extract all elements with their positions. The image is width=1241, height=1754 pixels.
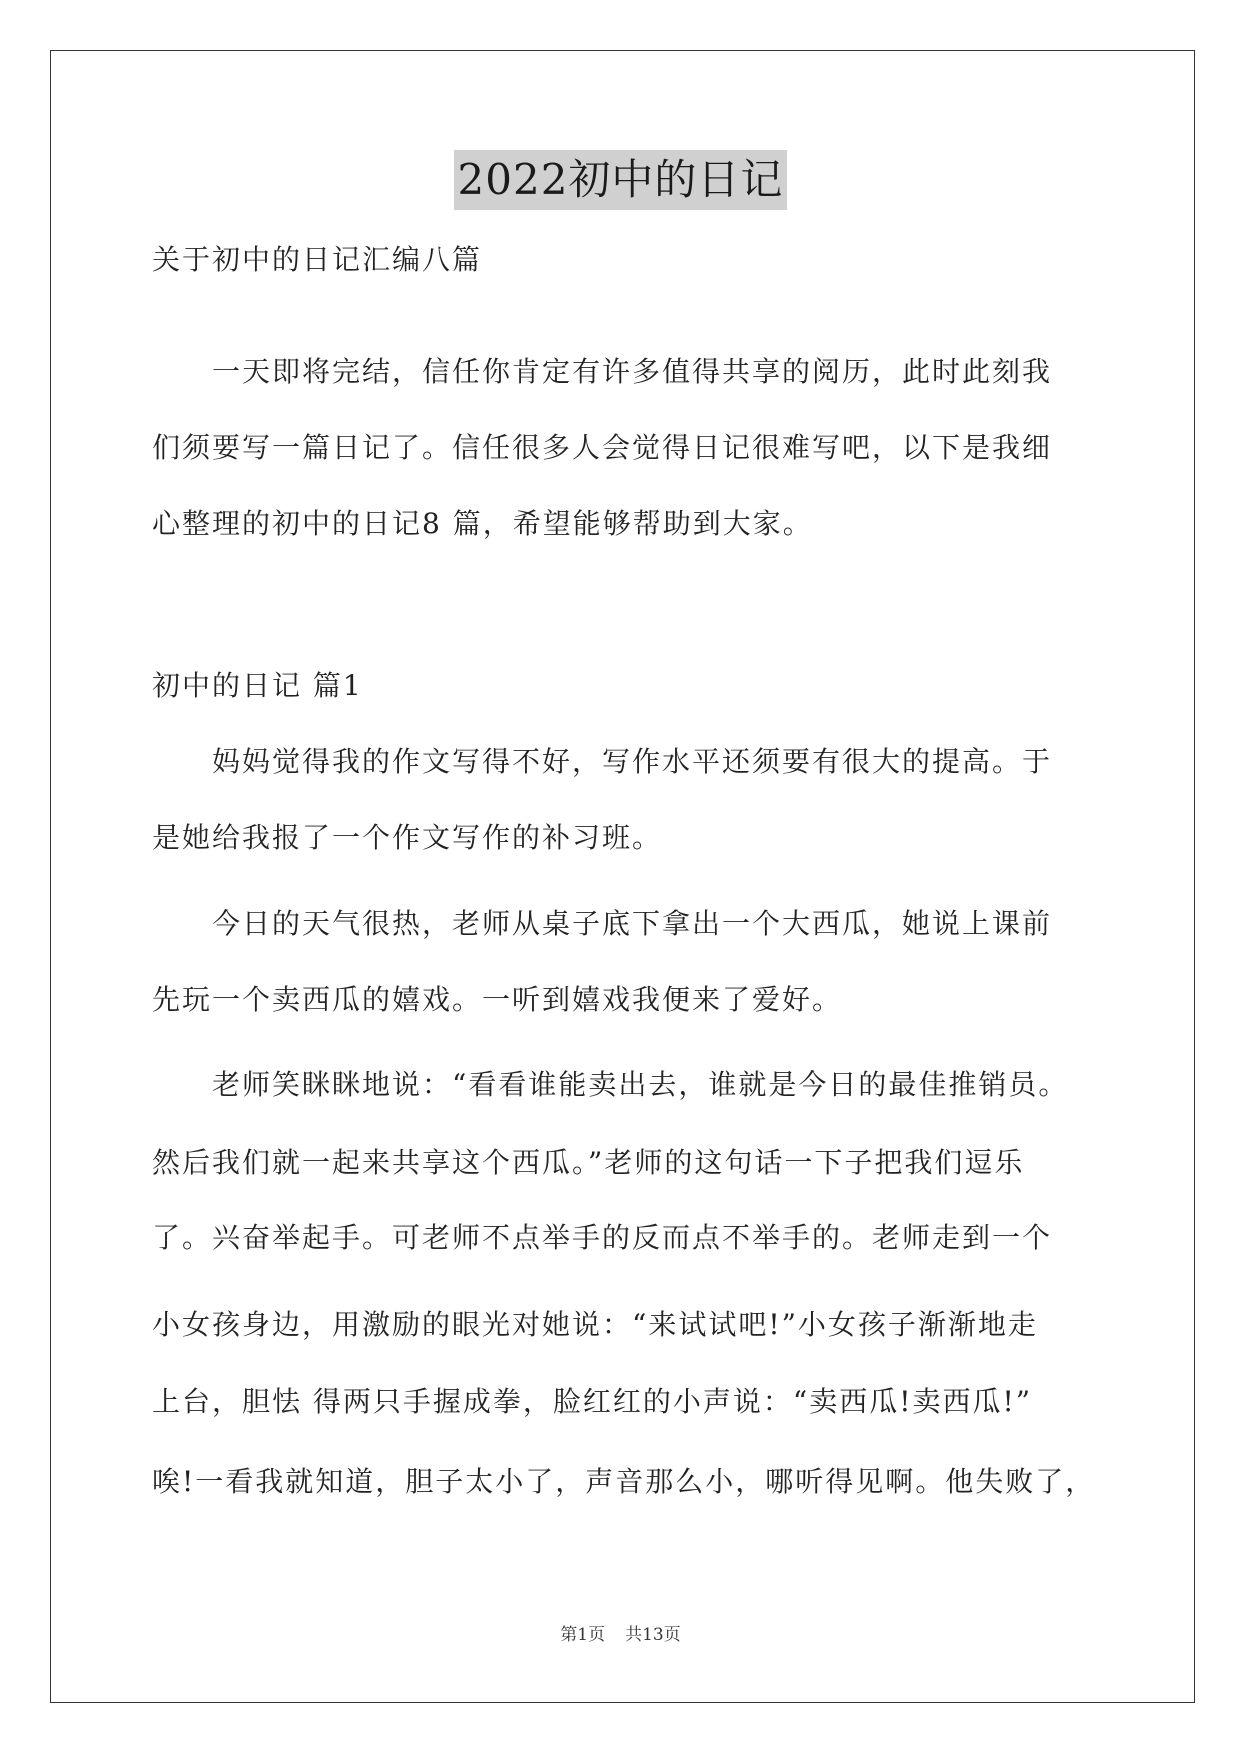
page-border (50, 50, 1195, 1703)
body-line: 妈妈觉得我的作文写得不好，写作水平还须要有很大的提高。于 (152, 745, 1053, 778)
body-line: 是她给我报了一个作文写作的补习班。 (152, 821, 663, 854)
body-line: 唉!一看我就知道，胆子太小了，声音那么小，哪听得见啊。他失败了， (152, 1465, 1096, 1498)
body-line: 今日的天气很热，老师从桌子底下拿出一个大西瓜，她说上课前 (152, 907, 1053, 940)
body-line: 老师笑眯眯地说：“看看谁能卖出去，谁就是今日的最佳推销员。 (152, 1068, 1069, 1101)
page-number: 第1页 (560, 1625, 606, 1645)
document-title: 2022初中的日记 (454, 150, 788, 210)
body-line: 了。兴奋举起手。可老师不点举手的反而点不举手的。老师走到一个 (152, 1221, 1053, 1254)
section-heading: 初中的日记 篇1 (152, 669, 363, 702)
body-line: 心整理的初中的日记8 篇，希望能够帮助到大家。 (152, 507, 813, 540)
page-footer (0, 1620, 1241, 1645)
body-line: 小女孩身边，用激励的眼光对她说：“来试试吧!”小女孩子渐渐地走 (152, 1308, 1038, 1341)
title-container (0, 150, 1241, 210)
subtitle-line: 关于初中的日记汇编八篇 (152, 243, 483, 276)
body-line: 一天即将完结，信任你肯定有许多值得共享的阅历，此时此刻我 (152, 355, 1053, 388)
body-line: 上台，胆怯 得两只手握成拳，脸红红的小声说：“卖西瓜!卖西瓜!” (152, 1385, 1033, 1418)
page-total: 共13页 (625, 1625, 681, 1645)
body-line: 然后我们就一起来共享这个西瓜。”老师的这句话一下子把我们逗乐 (152, 1146, 1025, 1179)
body-line: 们须要写一篇日记了。信任很多人会觉得日记很难写吧，以下是我细 (152, 431, 1053, 464)
body-line: 先玩一个卖西瓜的嬉戏。一听到嬉戏我便来了爱好。 (152, 983, 843, 1016)
